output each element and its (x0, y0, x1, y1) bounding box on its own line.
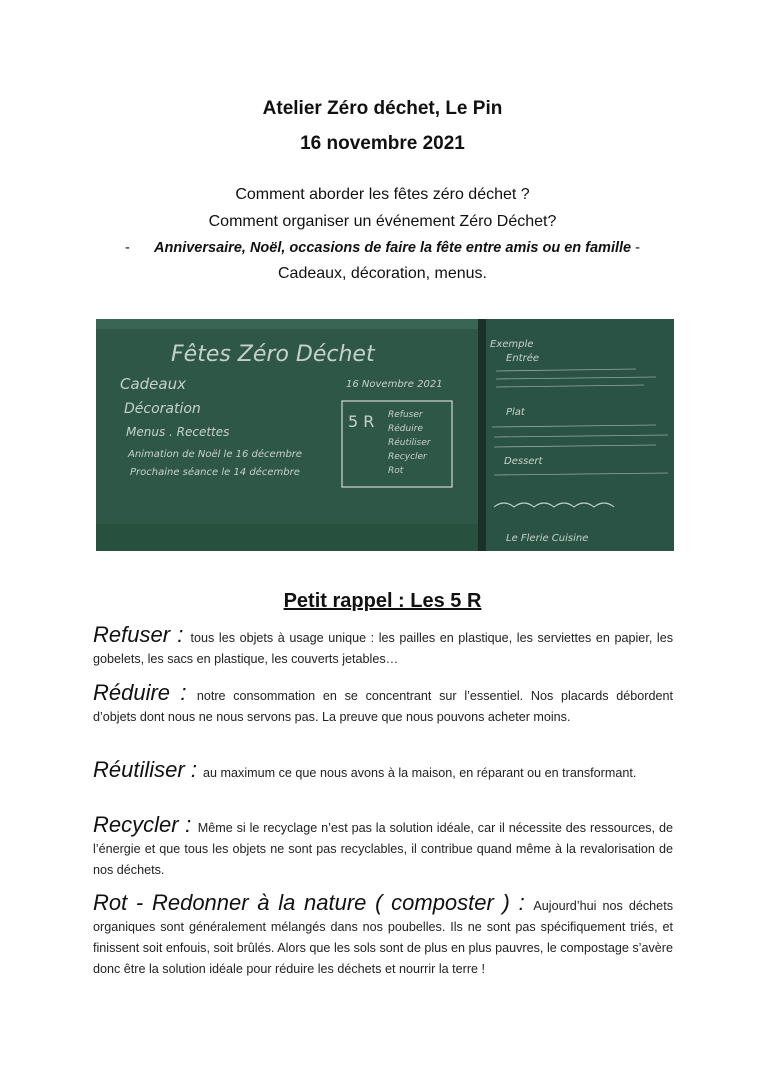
rule-refuser (93, 622, 673, 670)
board-item-5: Prochaine séance le 14 décembre (130, 467, 300, 478)
rule-recycler (93, 812, 673, 881)
rule-text: Même si le recyclage n’est pas la solution idéale, car il nécessite des ressources, de l’énergie et que tous les objets ne sont pas recyclables, il contribue quand même à la revalorisation de nos déchets. (93, 821, 673, 877)
dash-suffix: - (635, 240, 640, 256)
subtitle-line-4: Cadeaux, décoration, menus. (277, 265, 487, 282)
rule-text: notre consommation en se concentrant sur l’essentiel. Nos placards débordent d’objets dont nous ne nous servons pas. La preuve que nous pouvons acheter moins. (93, 689, 673, 724)
document-title: Atelier Zéro déchet, Le Pin (262, 98, 503, 119)
rule-separator: : (170, 680, 197, 705)
rule-term: Rot - Redonner à la nature ( composter ) (93, 890, 510, 915)
subtitle-line-2: Comment organiser un événement Zéro Déchet? (208, 213, 557, 230)
board-5r-label: 5 R (348, 412, 375, 431)
board-right-dessert: Dessert (504, 456, 543, 467)
rule-term: Recycler (93, 812, 179, 837)
section-heading: Petit rappel : Les 5 R (283, 590, 482, 612)
board-item-2: Décoration (124, 401, 201, 417)
subtitle-line-3 (0, 240, 765, 256)
document-date: 16 novembre 2021 (300, 133, 465, 154)
board-right-plat: Plat (506, 407, 525, 418)
board-right-title: Exemple (490, 339, 534, 350)
board-item-1: Cadeaux (120, 375, 186, 393)
board-heading: Fêtes Zéro Déchet (171, 342, 375, 367)
board-right-footer: Le Flerie Cuisine (506, 533, 589, 544)
dash-prefix: - (125, 240, 130, 256)
board-5r-item-2: Réduire (388, 424, 423, 434)
board-5r-item-4: Recycler (388, 452, 427, 462)
board-5r-item-5: Rot (388, 466, 404, 476)
board-item-4: Animation de Noël le 16 décembre (128, 449, 303, 460)
rule-separator: : (178, 812, 198, 837)
occasions-text: Anniversaire, Noël, occasions de faire la fête entre amis ou en famille (154, 240, 632, 256)
rule-text: Aujourd’hui nos déchets organiques sont généralement mélangés dans nos poubelles. Ils ne sont pas spécifiquement triés, et finissent soit enfouis, soit brûlés. Alors que les sols sont de plus en plus pauvres, le compostage s’avère donc être la solution idéale pour réduire les déchets et nourrir la terre ! (93, 899, 673, 976)
rule-text: tous les objets à usage unique : les pailles en plastique, les serviettes en papier, les gobelets, les sacs en plastique, les couverts jetables… (93, 631, 673, 666)
rule-text: au maximum ce que nous avons à la maison, en réparant ou en transformant. (203, 766, 637, 780)
board-right-entree: Entrée (506, 353, 539, 364)
board-item-3: Menus . Recettes (126, 425, 230, 439)
board-5r-item-3: Réutiliser (388, 438, 431, 448)
rule-separator: : (184, 757, 204, 782)
rule-rot (93, 890, 673, 980)
rule-separator: : (170, 622, 191, 647)
rule-term: Réutiliser (93, 757, 185, 782)
rule-term: Refuser (93, 622, 171, 647)
chalkboard-photo (96, 319, 674, 551)
rule-reutiliser (93, 757, 673, 784)
rule-reduire (93, 680, 673, 728)
board-5r-item-1: Refuser (388, 410, 423, 420)
board-date: 16 Novembre 2021 (346, 379, 443, 390)
subtitle-line-1: Comment aborder les fêtes zéro déchet ? (235, 186, 530, 203)
rule-term: Réduire (93, 680, 171, 705)
rule-separator: : (509, 890, 534, 915)
